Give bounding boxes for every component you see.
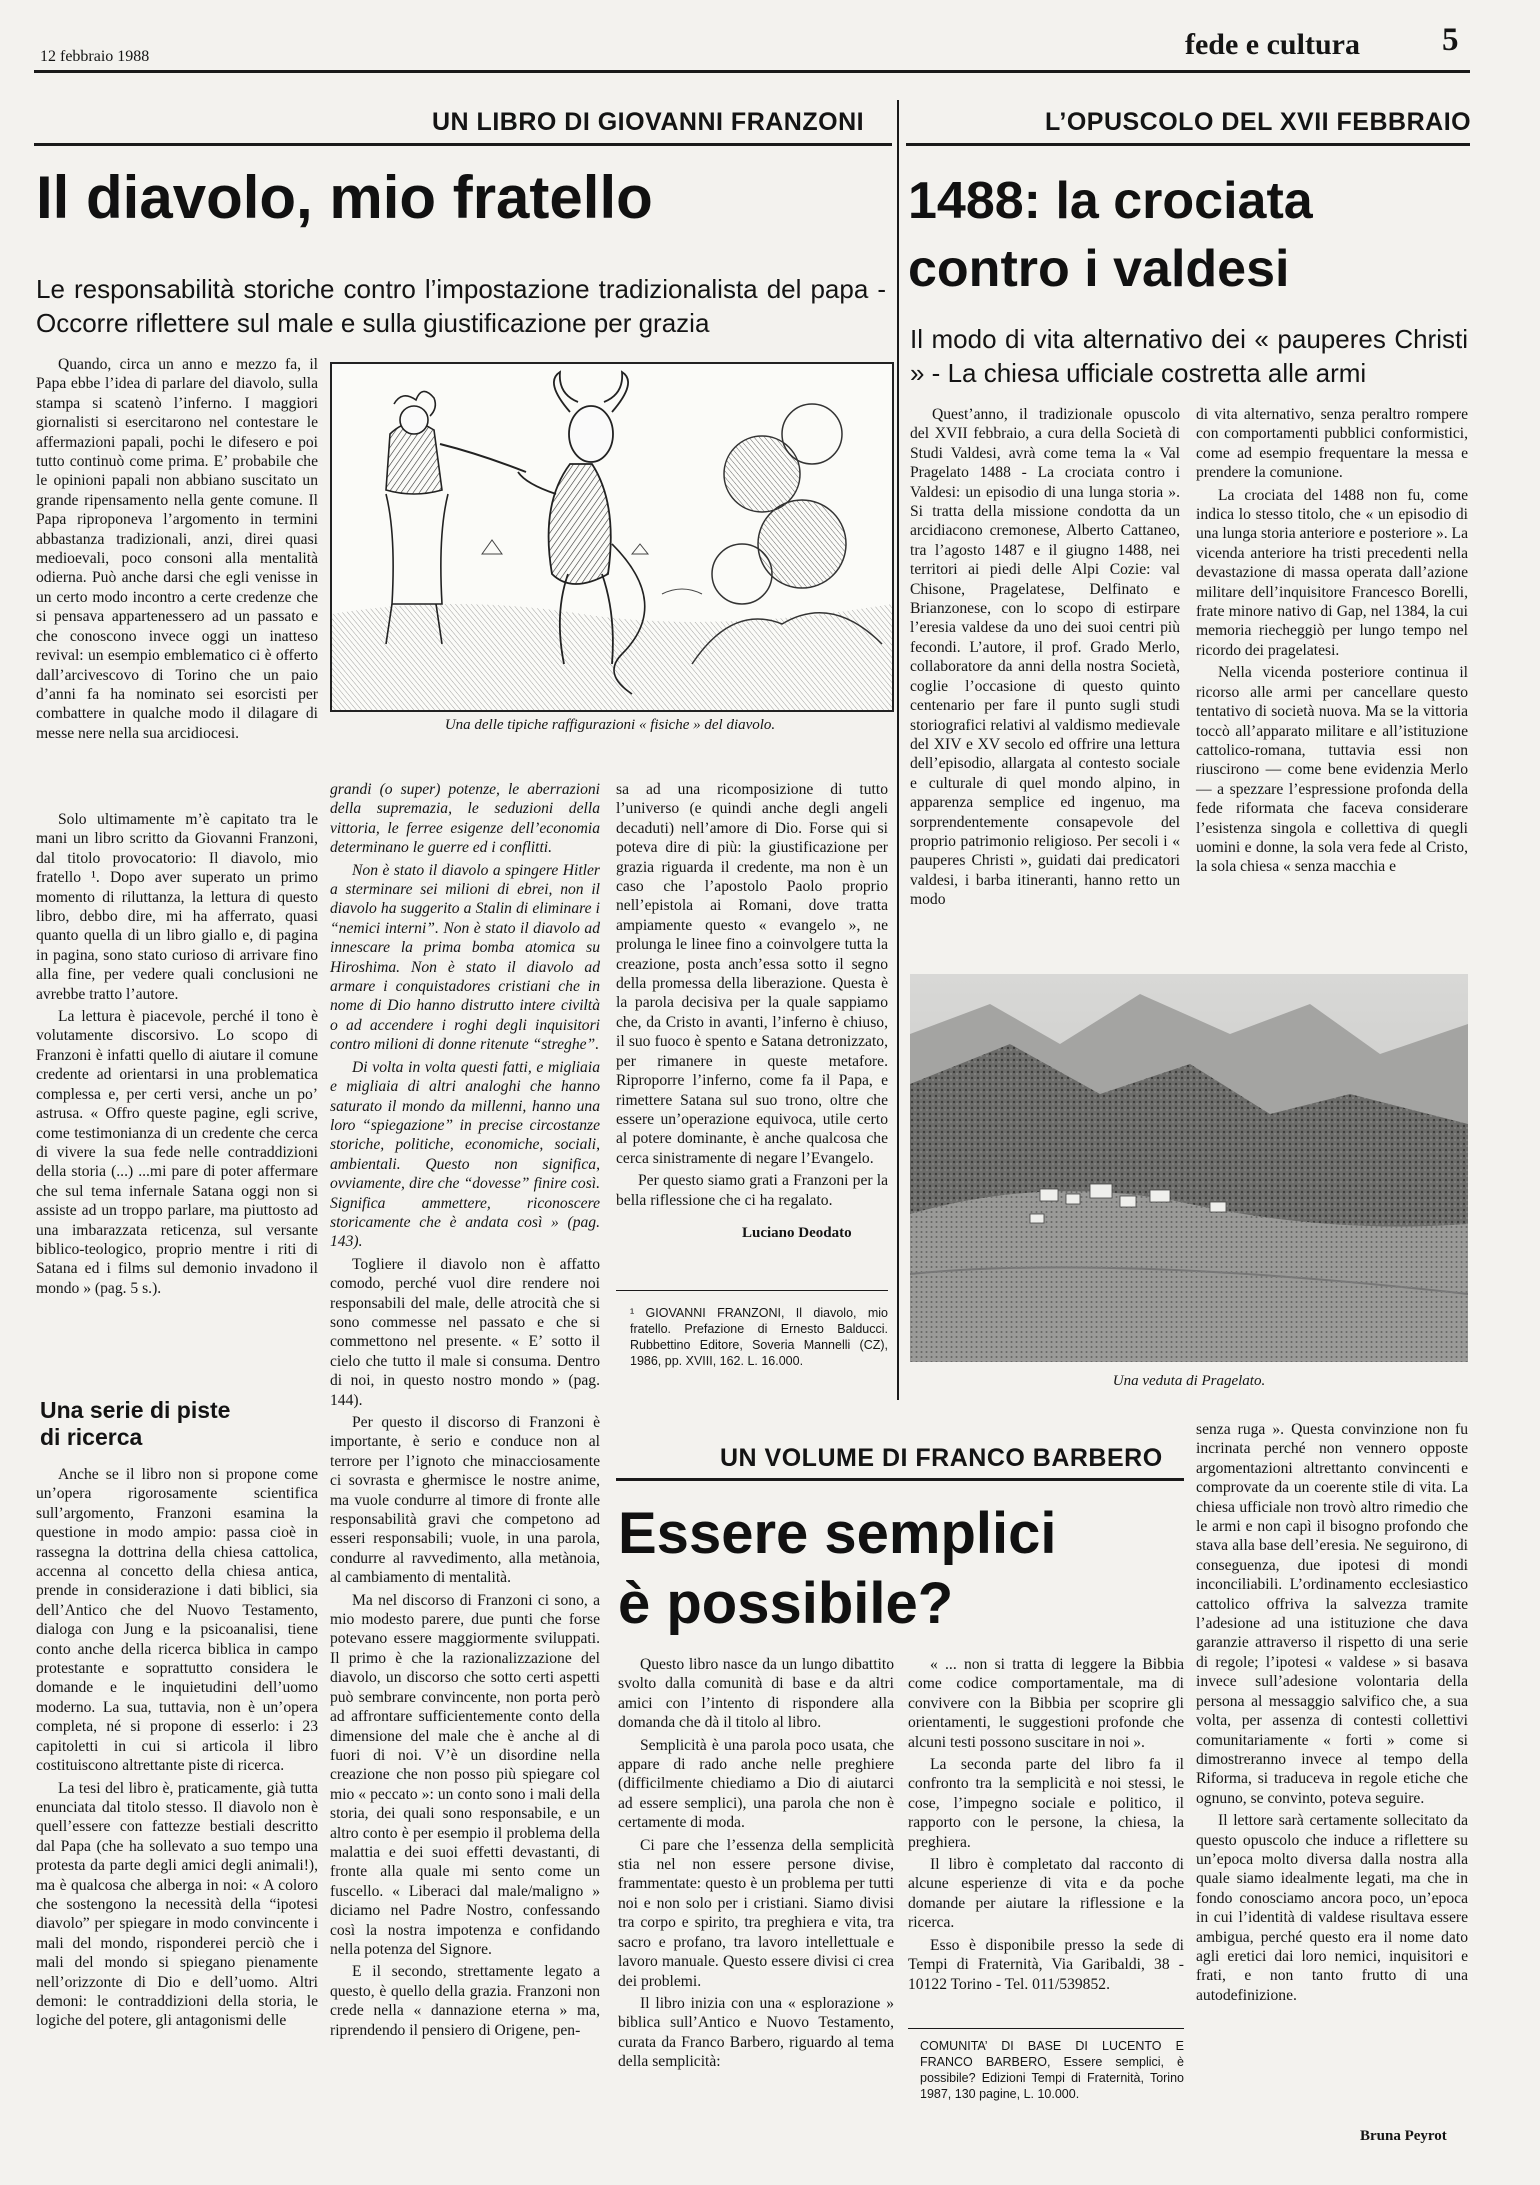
paragraph: Ma nel discorso di Franzoni ci sono, a mio modesto parere, due punti che forse potevano essere maggiormente sviluppati. Il primo è che la razionalizzazione del diavolo, un discorso che sotto certi aspetti può sembrare convincente, non porta però ad affrontare sufficientemente conto della dimensione del male che è anche al di fuori di noi. V’è un disordine nella creazione che non posso più spiegare col mio « peccato »: un conto sono i mali della storia, dei quali sono responsabile, e un altro conto è per esempio il problema della malattia e dei suoi effetti devastanti, di fronte alla quale mi sento come un fuscello. « Liberaci dal male/maligno » diciamo nel Padre Nostro, confessando così la nostra impotenza e confidando nella potenza del Signore.: [330, 1591, 600, 1958]
franzoni-headline: Il diavolo, mio fratello: [36, 164, 653, 231]
franzoni-col1-bottom: [36, 1465, 318, 2034]
valdesi-deck: Il modo di vita alternativo dei « pauperes Christi » - La chiesa ufficiale costretta alle armi: [910, 324, 1468, 388]
franzoni-col1-top: [36, 355, 318, 746]
valdesi-col2: [1196, 405, 1468, 880]
issue-date: 12 febbraio 1988: [40, 48, 150, 65]
valdesi-kicker: L’OPUSCOLO DEL XVII FEBBRAIO: [1045, 108, 1472, 136]
column-divider: [897, 100, 899, 1400]
valdesi-headline-line1: 1488: la crociata: [908, 172, 1313, 230]
devil-illustration-caption: Una delle tipiche raffigurazioni « fisiche » del diavolo.: [444, 717, 776, 733]
franzoni-col3: [616, 780, 888, 1213]
paragraph: senza ruga ». Questa convinzione non fu incrinata perché non vennero opposte argomentazioni altrettanto convincenti e comprovate da un coerente stile di vita. La chiesa ufficiale non trovò altro rimedio che le armi e non capì il bisogno profondo che stava alla base dell’eresia. Ne seguirono, di conseguenza, due ipotesi di mondi inconciliabili. L’ordinamento ecclesiastico cattolico offriva la salvezza tramite l’adesione ad una istituzione che dava garanzie attraverso il rispetto di una serie di regole; l’ipotesi « valdese » si basava invece sull’adesione volontaria della persona al messaggio salvifico che, a sua volta, per assenza di contesti collettivi comunitariamente « forti » come si dimostreranno invece al tempo della Riforma, si traduceva in regole etiche che ognuno, se convinto, poteva seguire.: [1196, 1421, 1468, 1807]
devil-illustration: [330, 362, 894, 712]
valdesi-kicker-rule: [906, 143, 1470, 146]
franzoni-kicker-rule: [34, 143, 892, 146]
paragraph: Questo libro nasce da un lungo dibattito svolto dalla comunità di base e da altri amici con l’intento di rispondere alla domanda che dà il titolo al libro.: [618, 1656, 894, 1732]
paragraph: sa ad una ricomposizione di tutto l’universo (e quindi anche degli angeli decaduti) nell’amore di Dio. Forse qui si poteva dire di più: la giustificazione per grazia riguarda il credente, ma non è un caso che l’apostolo Paolo proprio nell’epistola ai Romani, dove tratta ampiamente questo « evangelo », ne prolunga le linee fino a coinvolgere tutta la creazione, posta anch’essa sotto il segno della promessa della liberazione. Questa è la parola decisiva per la quale sappiamo che, da Cristo in avanti, l’inferno è chiuso, il suo fuoco è spento e Satana detronizzato, per rimanere in queste metafore. Riproporre l’inferno, come fa il Papa, e rimettere Satana sul suo trono, oltre che essere un’operazione equivoca, utile certo al potere dominante, è anche qualcosa che cerca sinistramente di negare l’Evangelo.: [616, 781, 888, 1167]
paragraph: Togliere il diavolo non è affatto comodo, perché vuol dire rendere noi responsabili del male, delle atrocità che si sono commesse nel passato e che si commettono nel presente. « E’ sotto il cielo che tutto il male si consuma. Dentro di noi, in questo nostro mondo » (pag. 144).: [330, 1255, 600, 1409]
barbero-col2: [908, 1655, 1184, 1997]
valdesi-headline-line2: contro i valdesi: [908, 240, 1290, 298]
paragraph: Quando, circa un anno e mezzo fa, il Papa ebbe l’idea di parlare del diavolo, sulla stampa si scatenò l’inferno. I maggiori giornalisti si esercitarono nel contestare le affermazioni papali, pochi le difesero e poi tutto continuò come prima. E’ probabile che le opinioni papali non abbiano suscitato un grande ripensamento nella gente comune. Il Papa riproponeva l’argomento in termini abbastanza tradizionali, anzi, direi quasi medioevali, poco consoni alla mentalità odierna. Può anche darsi che egli venisse in un certo modo incontro a certe credenze che si pensava appartenessero ad un passato e che conoscono invece oggi un inatteso revival: un esempio emblematico ci è offerto dall’arcivescovo di Torino che un paio d’anni fa ha nominato sei esorcisti per combattere in qualche modo il dilagare di messe nere nella sua arcidiocesi.: [36, 356, 318, 742]
paragraph: Non è stato il diavolo a spingere Hitler a sterminare sei milioni di ebrei, non il diavolo ha suggerito a Stalin di eliminare i “nemici interni”. Non è stato il diavolo ad innescare la prima bomba atomica su Hiroshima. Non è stato il diavolo ad armare i conquistadores cristiani che in nome di Dio hanno distrutto intere civiltà o ad accendere i roghi degli inquisitori contro milioni di donne ritenute “streghe”.: [330, 861, 600, 1054]
valdesi-signature: Bruna Peyrot: [1360, 2128, 1447, 2144]
franzoni-col2: [330, 780, 600, 2043]
paragraph: di vita alternativo, senza peraltro rompere con comportamenti pubblici conformistici, come ad esempio frequentare la messa e prendere la comunione.: [1196, 406, 1468, 482]
paragraph: Il lettore sarà certamente sollecitato da questo opuscolo che induce a riflettere su un’epoca molto diversa dalla nostra alla quale siamo idealmente legati, ma che in fondo conosciamo ancora poco, un’epoca in cui l’identità di valdese risultava essere ambigua, perché questo era il nome dato agli eretici dai loro nemici, inquisitori e frati, e non tanto frutto di una autodefinizione.: [1196, 1812, 1468, 2004]
paragraph: « ... non si tratta di leggere la Bibbia come codice comportamentale, ma di convivere con la Bibbia per scoprire gli orientamenti, le suggestioni profonde che alcuni testi possono suscitare in noi ».: [908, 1656, 1184, 1751]
pragelato-photo: [910, 974, 1468, 1362]
paragraph: Nella vicenda posteriore continua il ricorso alle armi per cancellare questo tentativo di società nuova. Ma se la vittoria toccò all’apparato militare e all’istituzione cattolico-romana, tuttavia essi non riuscirono — come bene evidenzia Merlo — a spezzare l’espressione profonda della fede riformata che faceva considerare l’esistenza singola e collettiva di quegli uomini e donne, la sola vera fede al Cristo, la sola chiesa « senza macchia e: [1196, 664, 1468, 876]
paragraph: La seconda parte del libro fa il confronto tra la semplicità e noi stessi, le cose, l’impegno sociale e politico, il rapporto con le persone, la chiesa, la preghiera.: [908, 1756, 1184, 1851]
franzoni-subhead: Una serie di piste di ricerca: [40, 1397, 231, 1450]
paragraph: La lettura è piacevole, perché il tono è volutamente discorsivo. Lo scopo di Franzoni è infatti quello di aiutare il comune credente ad orientarsi in una problematica complessa e, per certi versi, anche un po’ astrusa. « Offro queste pagine, egli scrive, come testimonianza di un credente che cerca di vivere la sua fede nelle contraddizioni della storia (...) ...mi pare di poter affermare che sul tema infernale Satana oggi non si assiste ad un troppo parlare, ma piuttosto ad una imbarazzata reticenza, sul versante biblico-teologico, proprio mentre i riti di Satana ed i films sul demonio invadono il mondo » (pag. 5 s.).: [36, 1008, 318, 1297]
footnote-rule: [616, 1290, 888, 1291]
paragraph: Solo ultimamente m’è capitato tra le mani un libro scritto da Giovanni Franzoni, dal titolo provocatorio: Il diavolo, mio fratello ¹. Dopo aver superato un primo momento di riluttanza, la lettura di questo libro, debbo dire, mi ha afferrato, quasi quanto quella di un libro giallo e, di pagina in pagina, sono stato curioso di arrivare fino alla fine, per vedere quali conclusioni ne avrebbe tratto l’autore.: [36, 811, 318, 1003]
barbero-kicker-rule: [616, 1478, 1184, 1481]
valley-photo: [910, 974, 1468, 1362]
paragraph: Di volta in volta questi fatti, e migliaia e migliaia di altri analoghi che hanno saturato il mondo da millenni, hanno una loro “spiegazione” in precise circostanze storiche, politiche, economiche, sociali, ambientali. Questo non significa, ovviamente, dire che “dovesse” finire così. Significa ammettere, riconoscere storicamente che è andata così » (pag. 143).: [330, 1058, 600, 1251]
barbero-col1: [618, 1655, 894, 2075]
page-number: 5: [1442, 22, 1459, 58]
barbero-kicker: UN VOLUME DI FRANCO BARBERO: [720, 1444, 1163, 1472]
masthead-rule: [34, 70, 1470, 73]
paragraph: Per questo siamo grati a Franzoni per la bella riflessione che ci ha regalato.: [616, 1172, 888, 1209]
paragraph: grandi (o super) potenze, le aberrazioni della supremazia, le seduzioni della vittoria, le ferree esigenze dell’economia determinano le guerre ed i conflitti.: [330, 781, 600, 857]
paragraph: Quest’anno, il tradizionale opuscolo del XVII febbraio, a cura della Società di Studi Valdesi, avrà come tema la « Val Pragelato 1488 - La crociata contro i Valdesi: un episodio di una lunga storia ». Si tratta della missione condotta da un arcidiacono cremonese, Alberto Cattaneo, tra l’agosto 1487 e il giugno 1488, nei territori ai piedi delle Alpi Cozie: val Chisone, Pragelatese, Delfinato e Brianzonese, con lo scopo di estirpare l’eresia valdese da uno dei suoi centri più fecondi. L’autore, il prof. Grado Merlo, collaboratore da anni della nostra Società, coglie l’occasione di questo quinto centenario per fare il punto sugli studi storiografici relativi al valdismo medievale del XIV e XV secolo ed offrire una lettura dell’episodio, allargata al contesto sociale e culturale di quel mondo alpino, in apparenza semplice ed ingenuo, ma sorprendentemente consapevole del proprio patrimonio religioso. Per secoli i « pauperes Christi », guidati dai predicatori valdesi, i barba itineranti, hanno retto un modo: [910, 406, 1180, 909]
paragraph: La crociata del 1488 non fu, come indica lo stesso titolo, che « un episodio di una lunga storia anteriore e posteriore ». La vicenda anteriore ha tristi precedenti nella devastazione di massa operata dall’azione militare dell’inquisitore Francesco Borelli, frate minore nativo di Gap, nel 1384, la cui memoria riecheggiò per lungo tempo nel ricordo dei pragelatesi.: [1196, 486, 1468, 659]
paragraph: Ci pare che l’essenza della semplicità stia nel non essere persone divise, frammentate: questo è un problema per tutti noi e non solo per i cristiani. Siamo divisi tra corpo e spirito, tra preghiera e vita, tra sacro e profano, tra lavoro intellettuale e lavoro manuale. Questo essere divisi ci crea dei problemi.: [618, 1836, 894, 1990]
franzoni-signature: Luciano Deodato: [742, 1225, 852, 1241]
franzoni-footnote: ¹ GIOVANNI FRANZONI, Il diavolo, mio fratello. Prefazione di Ernesto Balducci. Rubbettino Editore, Soveria Mannelli (CZ), 1986, pp. XVIII, 162. L. 16.000.: [630, 1306, 888, 1368]
franzoni-deck: Le responsabilità storiche contro l’impostazione tradizionalista del papa - Occorre riflettere sul male e sulla giustificazione per grazia: [36, 274, 886, 338]
paragraph: E il secondo, strettamente legato a questo, è quello della grazia. Franzoni non crede nella « dannazione eterna » ma, riprendendo il pensiero di Origene, pen-: [330, 1963, 600, 2039]
franzoni-kicker: UN LIBRO DI GIOVANNI FRANZONI: [432, 108, 865, 136]
devil-engraving: [332, 364, 892, 710]
paragraph: Esso è disponibile presso la sede di Tempi di Fraternità, Via Garibaldi, 38 - 10122 Torino - Tel. 011/539852.: [908, 1936, 1184, 1993]
barbero-headline-line2: è possibile?: [618, 1571, 954, 1636]
barbero-footnote: COMUNITA’ DI BASE DI LUCENTO E FRANCO BARBERO, Essere semplici, è possibile? Edizioni Tempi di Fraternità, Torino 1987, 130 pagine, L. 10.000.: [920, 2039, 1184, 2101]
paragraph: Il libro inizia con una « esplorazione » biblica sull’Antico e Nuovo Testamento, curata da Franco Barbero, riguardo al tema della semplicità:: [618, 1994, 894, 2071]
paragraph: Il libro è completato dal racconto di alcune esperienze di vita e da poche domande per aiutare la riflessione e la ricerca.: [908, 1856, 1184, 1932]
barbero-footnote-rule: [908, 2028, 1184, 2029]
franzoni-col1-mid: [36, 810, 318, 1301]
section-title: fede e cultura: [1185, 28, 1360, 61]
pragelato-photo-caption: Una veduta di Pragelato.: [1112, 1373, 1266, 1389]
barbero-headline-line1: Essere semplici: [618, 1501, 1057, 1566]
paragraph: Semplicità è una parola poco usata, che appare di rado anche nelle preghiere (difficilmente chiediamo a Dio di aiutarci ad essere semplici), una parola che non è certamente di moda.: [618, 1736, 894, 1832]
paragraph: Per questo il discorso di Franzoni è importante, è serio e conduce non al terrore per l’ignoto che minacciosamente ci sovrasta e ghermisce le nostre anime, ma vuole condurre al timore di fronte alle responsabilità gravi che competono ad esseri responsabili; vuole, in una parola, condurre al ravvedimento, alla metànoia, al cambiamento di mentalità.: [330, 1414, 600, 1587]
paragraph: Anche se il libro non si propone come un’opera rigorosamente scientifica sull’argomento, Franzoni esamina la questione in modo ampio: passa cioè in rassegna la dottrina della chiesa cattolica, accenna al concetto della chiesa antica, prende in considerazione i dati biblici, sia dell’Antico che del Nuovo Testamento, dialoga con Jung e la psicoanalisi, tiene conto anche della ricerca biblica in campo protestante e soprattutto considera le domande e le inquietudini dell’uomo moderno. La sua, tuttavia, non è un’opera completa, né si propone di esserlo: i 23 capitoletti in cui si articola il libro costituiscono altrettante piste di ricerca.: [36, 1466, 318, 1775]
valdesi-col3: [1196, 1420, 1468, 2008]
paragraph: La tesi del libro è, praticamente, già tutta enunciata dal titolo stesso. Il diavolo non è quell’essere con fattezze bestiali descritto dal Papa (che ha sollevato a suo tempo una protesta da parte degli amici degli animali!), ma è qualcosa che alberga in noi: « A coloro che sostengono la necessità della “ipotesi diavolo” per spiegare in modo convincente i mali del mondo, risponderei perciò che i mali del mondo si spiegano pienamente nell’orizzonte di Dio e dell’uomo. Altri demoni: le contraddizioni della storia, le logiche del potere, gli antagonismi delle: [36, 1779, 318, 2030]
valdesi-col1: [910, 405, 1180, 913]
